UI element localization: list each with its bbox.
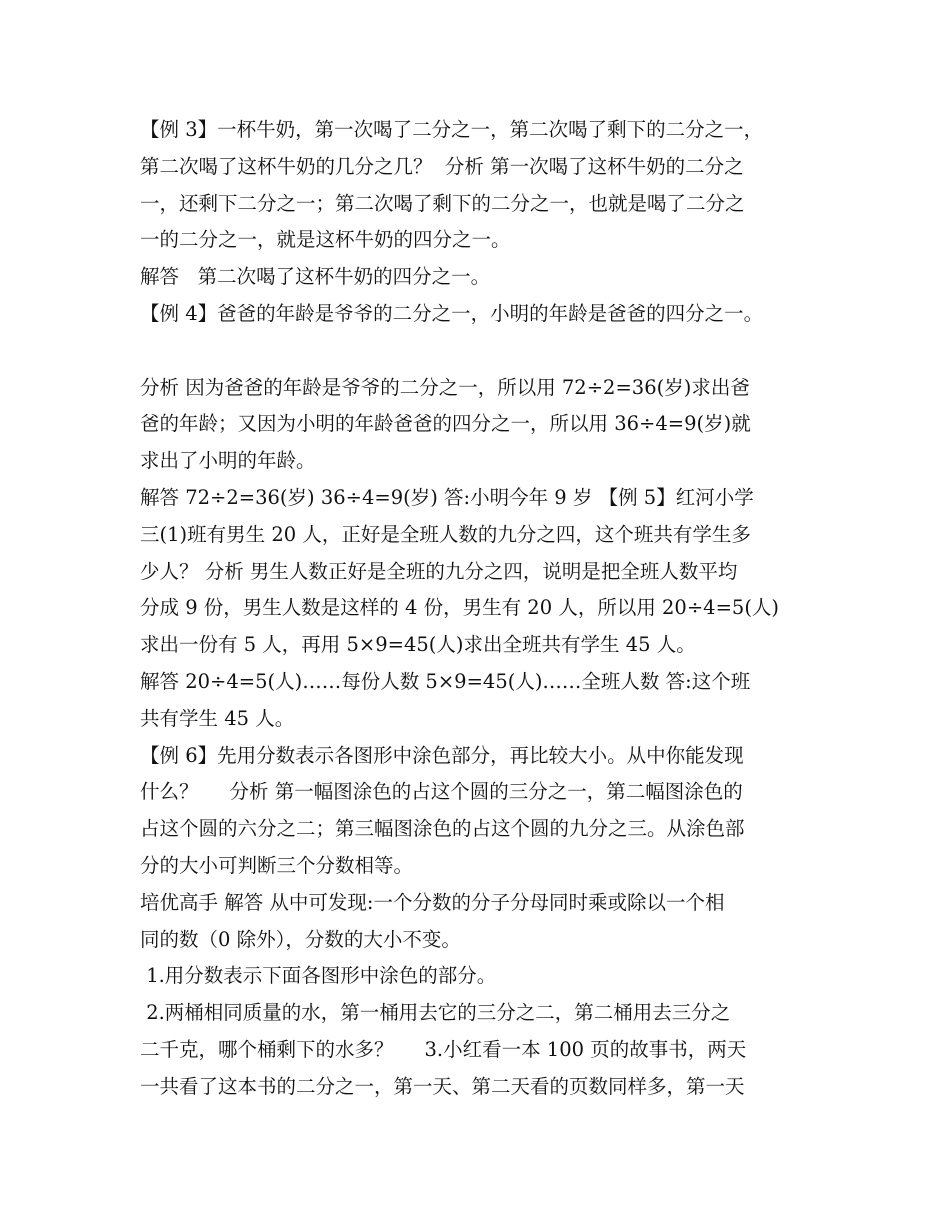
text-line: 同的数（0 除外），分数的大小不变。 <box>140 927 461 951</box>
text-line: 分的大小可判断三个分数相等。 <box>140 853 414 877</box>
text-line: 爸的年龄；又因为小明的年龄爸爸的四分之一，所以用 36÷4=9(岁)就 <box>140 412 751 436</box>
text-line: 一的二分之一，就是这杯牛奶的四分之一。 <box>140 228 511 252</box>
text-line: 2.两桶相同质量的水，第一桶用去它的三分之二，第二桶用去三分之 <box>140 1001 731 1025</box>
text-line: 二千克，哪个桶剩下的水多？ 3.小红看一本 100 页的故事书，两天 <box>140 1037 747 1061</box>
text-line: 【例 3】一杯牛奶，第一次喝了二分之一，第二次喝了剩下的二分之一， <box>140 118 764 141</box>
text-line: 求出一份有 5 人，再用 5×9=45(人)求出全班共有学生 45 人。 <box>140 633 696 657</box>
text-line: 1.用分数表示下面各图形中涂色的部分。 <box>140 964 497 988</box>
text-line: 解答 72÷2=36(岁) 36÷4=9(岁) 答:小明今年 9 岁 【例 5】红河小学 <box>140 485 754 509</box>
text-line: 解答 第二次喝了这杯牛奶的四分之一。 <box>140 265 491 289</box>
text-line: 解答 20÷4=5(人)……每份人数 5×9=45(人)……全班人数 答:这个班 <box>140 669 751 693</box>
text-line: 什么？ 分析 第一幅图涂色的占这个圆的三分之一，第二幅图涂色的 <box>140 780 743 804</box>
text-line: 分成 9 份，男生人数是这样的 4 份，男生有 20 人，所以用 20÷4=5(人) <box>140 596 780 620</box>
text-line: 【例 6】先用分数表示各图形中涂色部分，再比较大小。从中你能发现 <box>140 743 744 767</box>
text-line: 【例 4】爸爸的年龄是爷爷的二分之一，小明的年龄是爸爸的四分之一。 <box>140 301 764 325</box>
text-line: 三(1)班有男生 20 人，正好是全班人数的九分之四，这个班共有学生多 <box>140 522 751 546</box>
text-line: 求出了小明的年龄。 <box>140 449 316 473</box>
text-line: 少人？ 分析 男生人数正好是全班的九分之四，说明是把全班人数平均 <box>140 559 738 583</box>
text-line: 占这个圆的六分之二；第三幅图涂色的占这个圆的九分之三。从涂色部 <box>140 817 745 841</box>
text-line: 分析 因为爸爸的年龄是爷爷的二分之一，所以用 72÷2=36(岁)求出爸 <box>140 375 750 399</box>
text-line: 培优高手 解答 从中可发现:一个分数的分子分母同时乘或除以一个相 <box>140 890 725 914</box>
text-line: 第二次喝了这杯牛奶的几分之几？ 分析 第一次喝了这杯牛奶的二分之 <box>140 154 744 178</box>
blank-line <box>140 333 830 370</box>
text-line: 一共看了这本书的二分之一，第一天、第二天看的页数同样多，第一天 <box>140 1074 745 1098</box>
text-line: 一，还剩下二分之一；第二次喝了剩下的二分之一，也就是喝了二分之 <box>140 191 745 215</box>
document-body <box>140 112 830 1106</box>
text-line: 共有学生 45 人。 <box>140 706 295 730</box>
